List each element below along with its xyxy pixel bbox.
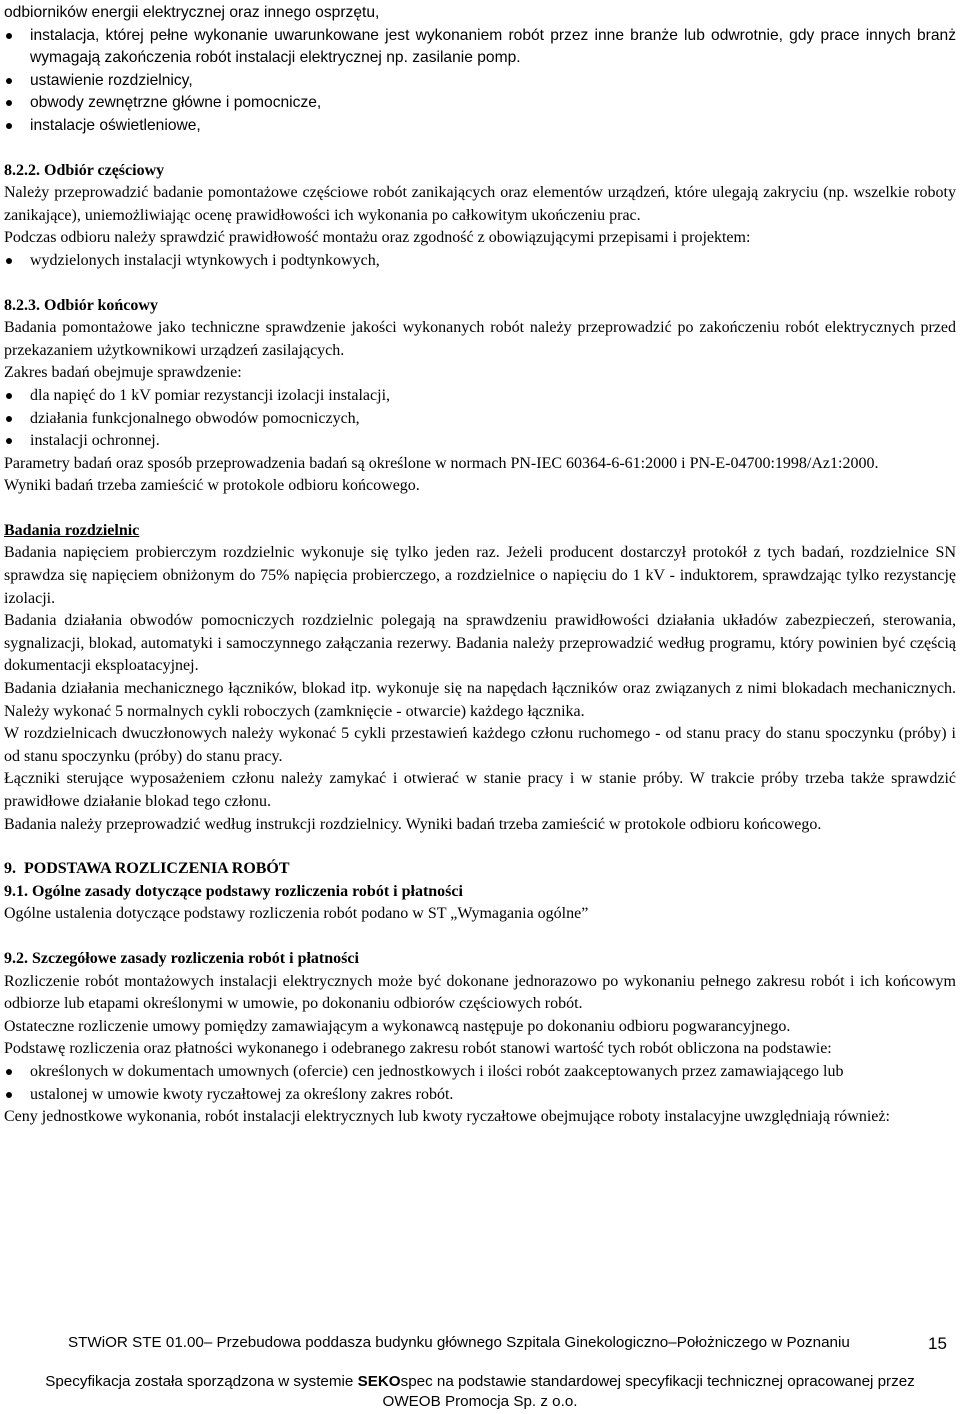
- list-item: [4, 385, 956, 408]
- section-heading-91: 9.1. Ogólne zasady dotyczące podstawy rozliczenia robót i płatności: [4, 882, 463, 900]
- footer-spec-line2: OWEOB Promocja Sp. z o.o.: [382, 1393, 578, 1410]
- list-item-text: określonych w dokumentach umownych (ofercie) cen jednostkowych i ilości robót zaakceptowanych przez zamawiającego lub: [30, 1062, 844, 1080]
- paragraph: Ostateczne rozliczenie umowy pomiędzy zamawiającym a wykonawcą następuje po dokonaniu odbioru pogwarancyjnego.: [4, 1017, 791, 1035]
- paragraph: Ogólne ustalenia dotyczące podstawy rozliczenia robót podano w ST „Wymagania ogólne”: [4, 905, 589, 923]
- bullet-icon: [6, 258, 12, 264]
- list-item-text: instalacji ochronnej.: [30, 432, 160, 450]
- bullet-icon: [6, 78, 12, 84]
- list-item: [4, 1084, 956, 1107]
- paragraph: Podstawę rozliczenia oraz płatności wykonanego i odebranego zakresu robót stanowi wartość tych robót obliczona na podstawie:: [4, 1040, 832, 1058]
- paragraph: Badania napięciem probierczym rozdzielnic wykonuje się tylko jeden raz. Jeżeli producent dostarczył protokół z tych badań, rozdzielnice SN sprawdza się napięciem obniżonym do 75% napięcia probierczego, a rozdzielnice o napięciu do 1 kV - induktorem, sprawdzając tylko rezystancję izolacji.: [4, 544, 956, 607]
- footer-spec-text: spec na podstawie standardowej specyfikacji technicznej opracowanej przez: [400, 1373, 915, 1390]
- list-item: [4, 70, 956, 93]
- paragraph: Podczas odbioru należy sprawdzić prawidłowość montażu oraz zgodność z obowiązującymi przepisami i projektem:: [4, 229, 751, 247]
- top-bullet-list: [4, 25, 956, 138]
- list-item: [4, 430, 956, 453]
- paragraph: Parametry badań oraz sposób przeprowadzenia badań są określone w normach PN-IEC 60364-6-61:2000 i PN-E-04700:1998/Az1:2000.: [4, 454, 879, 472]
- list-item: [4, 1061, 956, 1084]
- footer-spec-brand: SEKO: [357, 1373, 401, 1390]
- bullet-icon: [6, 1092, 12, 1098]
- list-item-text: ustalonej w umowie kwoty ryczałtowej za określony zakres robót.: [30, 1085, 454, 1103]
- list-item: [4, 25, 956, 70]
- bullet-list-92: [4, 1061, 956, 1106]
- paragraph: Badania działania obwodów pomocniczych rozdzielnic polegają na sprawdzeniu prawidłowości działania układów zabezpieczeń, sterowania, sygnalizacji, blokad, automatyki i samoczynnego załączania rezerwy. Badania należy przeprowadzić według programu, który powinien być częścią dokumentacji eksploatacyjnej.: [4, 612, 956, 675]
- list-item: [4, 92, 956, 115]
- continuation-line: odbiorników energii elektrycznej oraz innego osprzętu,: [4, 4, 380, 21]
- list-item: [4, 408, 956, 431]
- footer-document-line: STWiOR STE 01.00– Przebudowa poddasza budynku głównego Szpitala Ginekologiczno–Położniczego w Poznaniu: [68, 1334, 850, 1351]
- paragraph: Łączniki sterujące wyposażeniem członu należy zamykać i otwierać w stanie pracy i w stanie próby. W trakcie próby trzeba także sprawdzić prawidłowe działanie blokad tego członu.: [4, 770, 956, 810]
- section-heading-92: 9.2. Szczegółowe zasady rozliczenia robót i płatności: [4, 949, 359, 967]
- list-item: [4, 115, 956, 138]
- list-item-text: obwody zewnętrzne główne i pomocnicze,: [30, 94, 322, 112]
- bullet-list-822: [4, 250, 956, 273]
- footer-spec-text: Specyfikacja została sporządzona w systemie: [45, 1373, 358, 1390]
- paragraph: Należy przeprowadzić badanie pomontażowe częściowe robót zanikających oraz elementów urządzeń, które ulegają zakryciu (np. wszelkie roboty zanikające), uniemożliwiając ocenę prawidłowości ich wykonania po całkowitym ukończeniu prac.: [4, 184, 956, 224]
- bullet-icon: [6, 393, 12, 399]
- page-content: [4, 2, 956, 1129]
- paragraph: Badania działania mechanicznego łączników, blokad itp. wykonuje się na napędach łączników oraz związanych z nimi blokadach mechanicznych. Należy wykonać 5 normalnych cykli roboczych (zamknięcie - otwarcie) każdego łącznika.: [4, 680, 956, 720]
- paragraph: Ceny jednostkowe wykonania, robót instalacji elektrycznych lub kwoty ryczałtowe obejmujące roboty instalacyjne uwzględniają również:: [4, 1108, 890, 1126]
- paragraph: W rozdzielnicach dwuczłonowych należy wykonać 5 cykli przestawień każdego członu ruchomego - od stanu pracy do stanu spoczynku (próby) i od stanu spoczynku (próby) do stanu pracy.: [4, 725, 956, 765]
- chapter-heading-9: 9. PODSTAWA ROZLICZENIA ROBÓT: [4, 860, 290, 878]
- list-item-text: dla napięć do 1 kV pomiar rezystancji izolacji instalacji,: [30, 386, 391, 404]
- list-item-text: instalacje oświetleniowe,: [30, 116, 201, 134]
- list-item-text: wydzielonych instalacji wtynkowych i podtynkowych,: [30, 251, 380, 269]
- list-item-text: ustawienie rozdzielnicy,: [30, 71, 193, 89]
- paragraph: Rozliczenie robót montażowych instalacji elektrycznych może być dokonane jednorazowo po wykonaniu pełnego zakresu robót i ich końcowym odbiorze lub etapami określonymi w umowie, po dokonaniu odbiorów częściowych robót.: [4, 972, 956, 1013]
- bullet-list-823: [4, 385, 956, 453]
- bullet-icon: [6, 1069, 12, 1075]
- bullet-icon: [6, 33, 12, 39]
- paragraph: Badania należy przeprowadzić według instrukcji rozdzielnicy. Wyniki badań trzeba zamieścić w protokole odbioru końcowego.: [4, 815, 822, 833]
- footer-spec-note: [0, 1372, 960, 1412]
- paragraph: Wyniki badań trzeba zamieścić w protokole odbioru końcowego.: [4, 477, 420, 495]
- bullet-icon: [6, 416, 12, 422]
- page-number: 15: [928, 1334, 947, 1353]
- list-item-text: instalacja, której pełne wykonanie uwarunkowane jest wykonaniem robót przez inne branże lub odwrotnie, gdy prace innych branż wymagają zakończenia robót instalacji elektrycznej np. zasilanie pomp.: [30, 26, 956, 67]
- subheading-badania-rozdzielnic: Badania rozdzielnic: [4, 521, 140, 539]
- paragraph: Zakres badań obejmuje sprawdzenie:: [4, 364, 242, 382]
- paragraph: Badania pomontażowe jako techniczne sprawdzenie jakości wykonanych robót należy przeprowadzić po zakończeniu robót elektrycznych przed przekazaniem użytkownikowi urządzeń zasilających.: [4, 319, 956, 359]
- list-item-text: działania funkcjonalnego obwodów pomocniczych,: [30, 409, 360, 427]
- bullet-icon: [6, 438, 12, 444]
- section-heading-822: 8.2.2. Odbiór częściowy: [4, 161, 165, 179]
- section-heading-823: 8.2.3. Odbiór końcowy: [4, 296, 158, 314]
- bullet-icon: [6, 100, 12, 106]
- list-item: [4, 250, 956, 273]
- bullet-icon: [6, 123, 12, 129]
